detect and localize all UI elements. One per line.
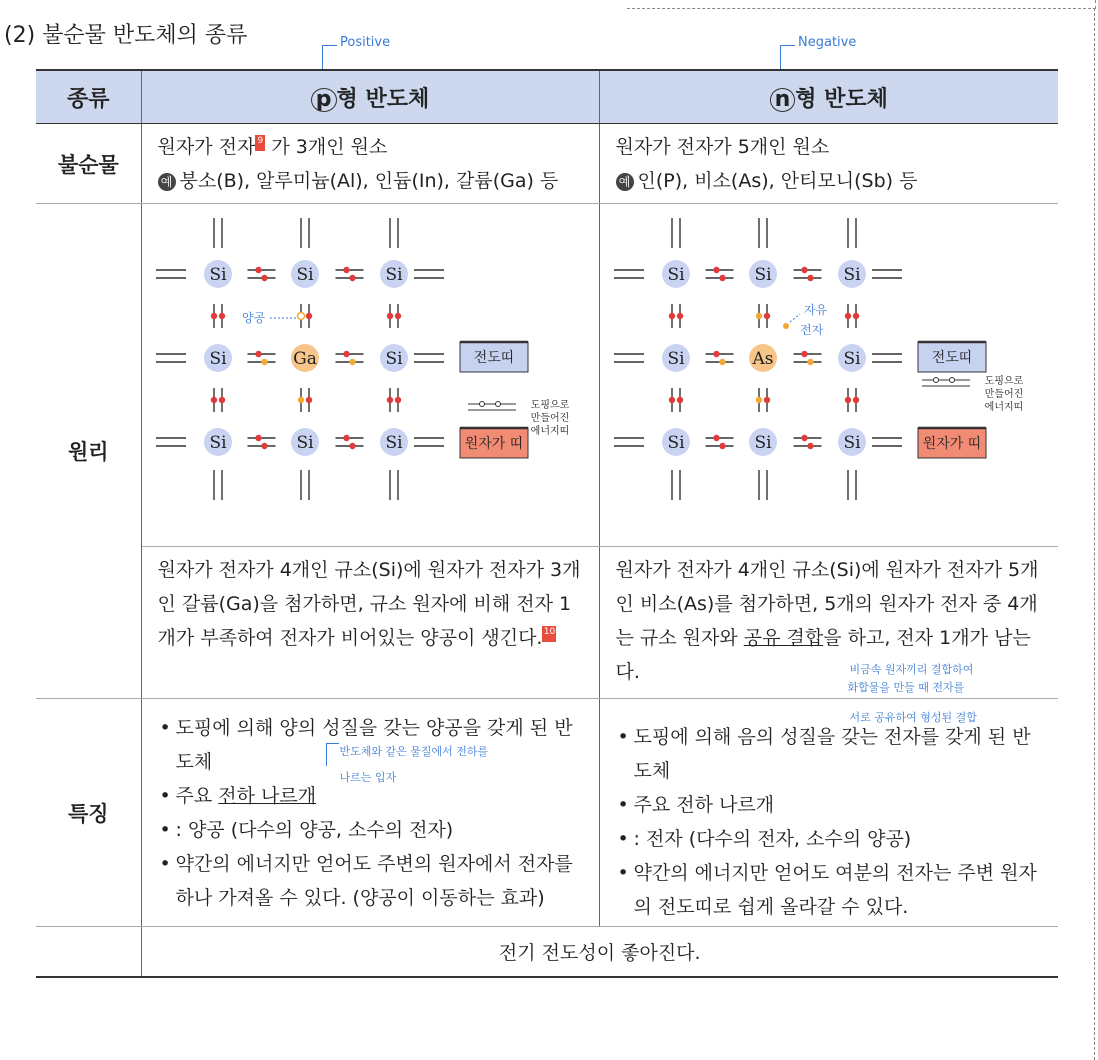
electron-dot (676, 313, 682, 319)
electron-dot (801, 435, 807, 441)
electron-dot (305, 397, 311, 403)
negative-pointer (780, 45, 795, 72)
electron-dot (210, 397, 216, 403)
electron-dot (763, 313, 769, 319)
electron-dot (261, 275, 267, 281)
p-feature-cell (141, 699, 599, 927)
conduction-band-label: 전도띠 (473, 350, 514, 366)
doping-band-dot (479, 402, 484, 407)
dopant-atom-label: As (751, 349, 774, 369)
electron-dot (343, 435, 349, 441)
positive-note: Positive (340, 35, 391, 50)
p-principle-text: 원자가 전자가 4개인 규소(Si)에 원자가 전자가 3개인 갈륨(Ga)을 첨가하면, 규소 원자에 비해 전자 1개가 부족하여 전자가 비어있는 양공이 생긴다. (157, 559, 581, 649)
electron-dot (668, 313, 674, 319)
common-feature: 전기 전도성이 좋아진다. (141, 927, 1058, 977)
electron-dot (719, 443, 725, 449)
electron-dot (394, 397, 400, 403)
electron-dot (801, 351, 807, 357)
p-impurity-examples: 붕소(B), 알루미늄(Al), 인듐(In), 갈륨(Ga) 등 (179, 169, 559, 192)
p-letter: p (311, 88, 337, 112)
n-feature-list (616, 720, 1043, 924)
n-principle-text-a: 원자가 전자가 4개인 규소(Si)에 원자가 전자가 5개인 비소(As)를 첨가하면, 5개의 원자가 전자 중 4개는 규소 원자와 (615, 559, 1039, 649)
bookmark-pin-icon: 9 (255, 135, 265, 151)
hole-annotation: 양공 (241, 311, 265, 325)
electron-dot (807, 275, 813, 281)
electron-dot (210, 313, 216, 319)
n-letter: n (770, 88, 796, 112)
electron-dot (218, 397, 224, 403)
dopant-atom-label: Ga (292, 349, 317, 369)
electron-dot (844, 313, 850, 319)
si-atom-label: Si (384, 265, 403, 285)
doping-band-dot (495, 402, 500, 407)
electron-dot (676, 397, 682, 403)
electron-dot (668, 397, 674, 403)
conduction-band-label: 전도띠 (931, 350, 972, 366)
impurity-row (36, 124, 1058, 204)
electron-dot (349, 359, 355, 365)
electron-dot (807, 443, 813, 449)
electron-dot (218, 313, 224, 319)
si-atom-label: Si (666, 349, 685, 369)
free-electron-pointer (790, 314, 800, 322)
feature-label: 특징 (36, 699, 141, 927)
electron-dot (719, 275, 725, 281)
example-icon: 예 (616, 173, 634, 191)
p-impurity-cell (141, 124, 599, 204)
valence-band-label: 원자가 띠 (922, 436, 981, 452)
p-carrier-value: : 양공 (다수의 양공, 소수의 전자) (175, 818, 454, 841)
covalent-note-1: 비금속 원자끼리 결합하여 (849, 663, 974, 676)
page-border-top (627, 0, 1096, 9)
n-carrier-value: : 전자 (다수의 전자, 소수의 양공) (633, 827, 912, 850)
p-header-text: 형 반도체 (336, 86, 430, 112)
hole-circle (297, 313, 304, 320)
si-atom-label: Si (295, 265, 314, 285)
electron-dot (386, 313, 392, 319)
si-atom-label: Si (208, 433, 227, 453)
n-feature-cell (599, 699, 1058, 927)
p-impurity-text-b: 가 3개인 원소 (271, 135, 388, 158)
common-label-empty (36, 927, 141, 977)
free-electron-annotation-1: 자유 (803, 303, 827, 317)
electron-dot (349, 275, 355, 281)
header-row (36, 70, 1058, 124)
p-principle-cell (141, 547, 599, 699)
p-lattice-cell (141, 204, 599, 547)
si-atom-label: Si (384, 433, 403, 453)
carrier-pointer (326, 743, 339, 766)
covalent-note-2: 화합물을 만들 때 전자를 (847, 681, 965, 694)
si-atom-label: Si (384, 349, 403, 369)
n-lattice-cell (599, 204, 1058, 547)
n-type-lattice-diagram (600, 204, 1059, 546)
p-feature-sub (158, 813, 583, 847)
page-border-right (1094, 8, 1095, 1060)
negative-note: Negative (798, 35, 857, 50)
electron-dot (255, 435, 261, 441)
doping-band-label-1: 도핑으로 (984, 376, 1023, 387)
doping-band-label-3: 에너지띠 (984, 402, 1023, 413)
header-type: 종류 (36, 70, 141, 124)
electron-dot (343, 267, 349, 273)
doping-band-label-1: 도핑으로 (530, 400, 569, 411)
example-icon: 예 (158, 173, 176, 191)
doping-band-dot (949, 378, 954, 383)
electron-dot (713, 351, 719, 357)
p-feature-item: • 약간의 에너지만 얻어도 주변의 원자에서 전자를 하나 가져올 수 있다. (양공이 이동하는 효과) (158, 847, 583, 915)
principle-text-row (36, 547, 1058, 699)
electron-dot (255, 267, 261, 273)
electron-dot (852, 397, 858, 403)
header-p-type (141, 70, 599, 124)
electron-dot (261, 443, 267, 449)
electron-dot (261, 359, 267, 365)
section-title: (2) 불순물 반도체의 종류 (4, 23, 248, 48)
carrier-note-2: 나르는 입자 (339, 771, 397, 784)
si-atom-label: Si (208, 265, 227, 285)
electron-dot (386, 397, 392, 403)
electron-dot (305, 313, 311, 319)
electron-dot (755, 397, 761, 403)
doping-band-label-2: 만들어진 (984, 389, 1023, 400)
covalent-bond-term: 공유 결합 (743, 627, 824, 649)
si-atom-label: Si (842, 433, 861, 453)
electron-dot (801, 267, 807, 273)
si-atom-label: Si (753, 433, 772, 453)
n-feature-item: • 도핑에 의해 음의 성질을 갖는 전자를 갖게 된 반도체 (616, 720, 1043, 788)
si-atom-label: Si (666, 265, 685, 285)
p-impurity-text-a: 원자가 전자 (157, 135, 256, 158)
principle-label: 원리 (36, 204, 141, 699)
p-feature-item: • 도핑에 의해 양의 성질을 갖는 양공을 갖게 된 반도체 (158, 711, 583, 779)
si-atom-label: Si (842, 265, 861, 285)
feature-row (36, 699, 1058, 927)
charge-carrier-term: 전하 나르개 (218, 784, 317, 807)
free-electron-annotation-2: 전자 (799, 323, 823, 337)
n-feature-item: • 주요 전하 나르개 (616, 788, 1043, 822)
carrier-note-1: 반도체와 같은 물질에서 전하를 (339, 745, 489, 758)
electron-dot (852, 313, 858, 319)
covalent-note-3: 서로 공유하여 형성된 결합 (849, 711, 977, 724)
n-header-text: 형 반도체 (795, 86, 888, 112)
doping-band-label-3: 에너지띠 (530, 426, 569, 437)
principle-diagram-row (36, 204, 1058, 547)
si-atom-label: Si (666, 433, 685, 453)
n-principle-cell (599, 547, 1058, 699)
electron-dot (255, 351, 261, 357)
p-carrier-label: 주요 (175, 784, 219, 807)
electron-dot (807, 359, 813, 365)
valence-band-label: 원자가 띠 (464, 436, 523, 452)
si-atom-label: Si (208, 349, 227, 369)
n-feature-item: • 약간의 에너지만 얻어도 여분의 전자는 주변 원자의 전도띠로 쉽게 올라갈 수 있다. (616, 856, 1043, 924)
electron-dot (763, 397, 769, 403)
impurity-label: 불순물 (36, 124, 141, 204)
n-feature-sub (616, 822, 1043, 856)
free-electron-dot (783, 323, 789, 329)
electron-dot (713, 267, 719, 273)
electron-dot (719, 359, 725, 365)
electron-dot (844, 397, 850, 403)
semiconductor-table (36, 69, 1058, 978)
bookmark-pin-icon: 10 (542, 626, 556, 642)
n-impurity-examples: 인(P), 비소(As), 안티모니(Sb) 등 (637, 169, 918, 192)
n-impurity-cell (599, 124, 1058, 204)
electron-dot (297, 397, 303, 403)
si-atom-label: Si (753, 265, 772, 285)
header-n-type (599, 70, 1058, 124)
n-impurity-text: 원자가 전자가 5개인 원소 (615, 135, 830, 158)
doping-band-label-2: 만들어진 (530, 413, 569, 424)
n-principle-text-b: 을 하고, 전자 1개가 남는다. (615, 627, 1031, 683)
electron-dot (349, 443, 355, 449)
p-type-lattice-diagram (142, 204, 600, 546)
positive-pointer (322, 45, 337, 72)
si-atom-label: Si (295, 433, 314, 453)
doping-band-dot (933, 378, 938, 383)
electron-dot (755, 313, 761, 319)
electron-dot (394, 313, 400, 319)
common-row (36, 927, 1058, 977)
si-atom-label: Si (842, 349, 861, 369)
electron-dot (343, 351, 349, 357)
electron-dot (713, 435, 719, 441)
